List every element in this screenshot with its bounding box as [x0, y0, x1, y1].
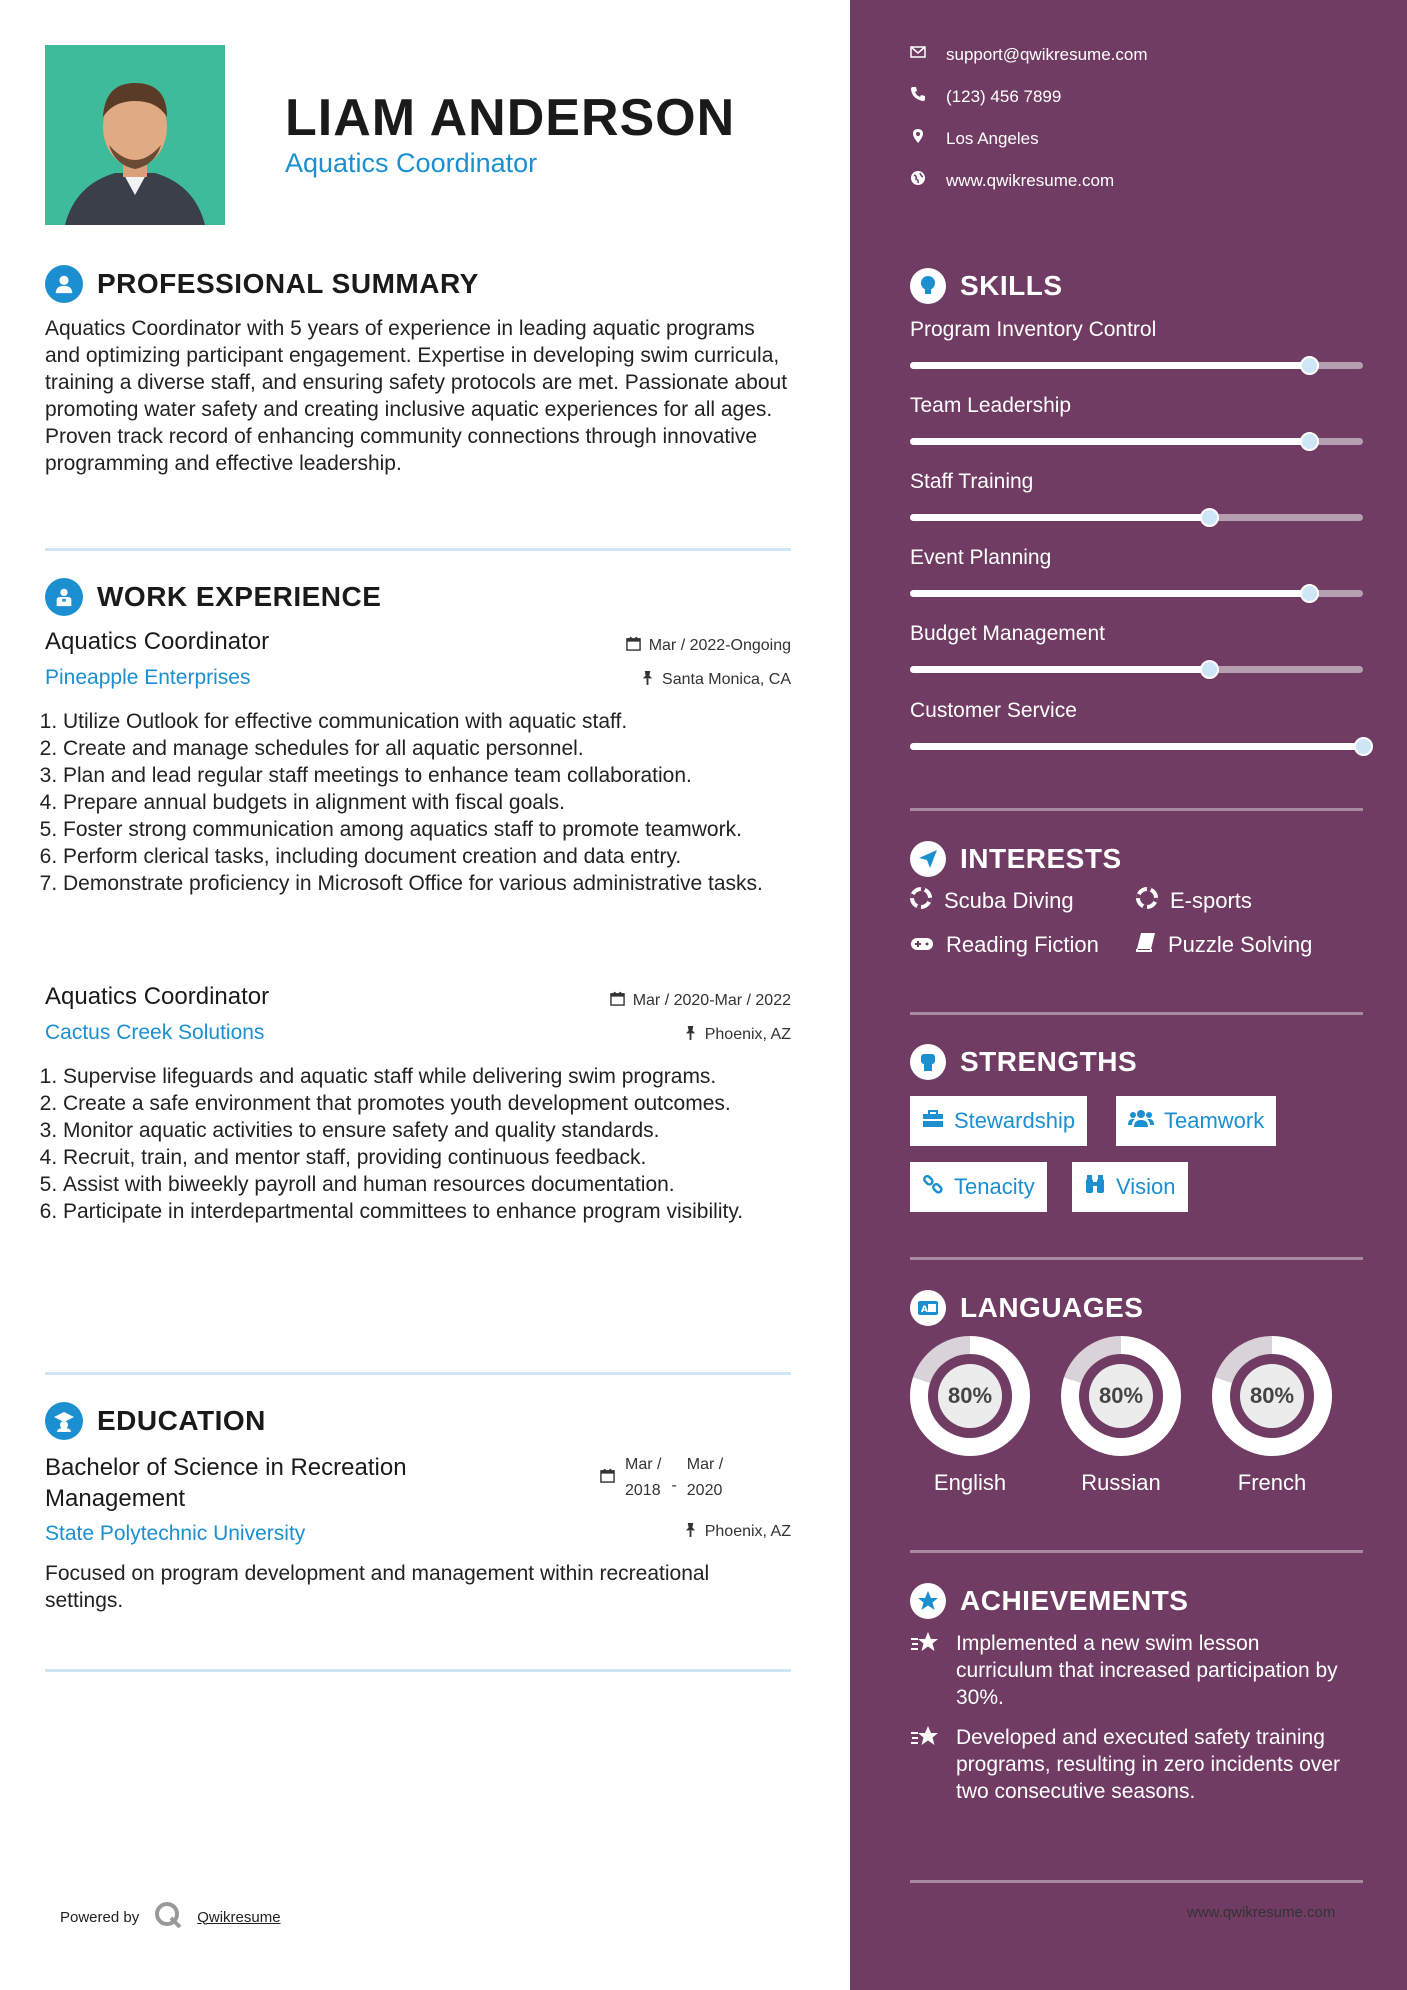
- language-ring: [1212, 1336, 1332, 1456]
- skill-item: [910, 699, 1363, 750]
- strength-badge: Stewardship: [910, 1096, 1087, 1146]
- user-icon: [45, 265, 83, 303]
- language-name: French: [1237, 1470, 1307, 1495]
- skill-item: [910, 622, 1363, 673]
- skill-bar-fill: [910, 362, 1309, 369]
- education-text: Focused on program development and management within recreational settings.: [45, 1562, 710, 1612]
- job-entry: [45, 983, 791, 1225]
- list-item: 5. Foster strong communication among aquatics staff to promote teamwork.: [63, 816, 791, 843]
- divider: [910, 1012, 1363, 1015]
- skill-bar: [910, 590, 1363, 597]
- job-company: Cactus Creek Solutions: [45, 1021, 265, 1044]
- skill-label: Program Inventory Control: [910, 318, 1157, 341]
- strengths-heading: STRENGTHS: [910, 1044, 1137, 1080]
- divider: [45, 548, 791, 551]
- skills-heading: SKILLS: [910, 268, 1063, 304]
- interest-item: Puzzle Solving: [1136, 932, 1312, 958]
- phone-icon: [910, 86, 926, 107]
- calendar-icon: [610, 991, 625, 1011]
- graduation-cap-icon: [45, 1402, 83, 1440]
- skill-item: [910, 318, 1363, 369]
- language-item: [1061, 1336, 1181, 1496]
- language-name: English: [933, 1470, 1007, 1495]
- list-item: 2. Create a safe environment that promotes youth development outcomes.: [63, 1090, 791, 1117]
- skill-bar-knob: [1300, 584, 1319, 603]
- job-entry: [45, 628, 791, 897]
- experience-heading: WORK EXPERIENCE: [45, 578, 381, 616]
- language-ring: [1061, 1336, 1181, 1456]
- language-name: Russian: [1081, 1470, 1161, 1495]
- list-item: 2. Create and manage schedules for all aquatic personnel.: [63, 735, 791, 762]
- skill-item: [910, 394, 1363, 445]
- divider: [910, 808, 1363, 811]
- skill-item: [910, 470, 1363, 521]
- users-icon: [1128, 1108, 1154, 1134]
- svg-text:A: A: [921, 1305, 928, 1315]
- link-icon: [922, 1173, 944, 1201]
- strength-badge: Vision: [1072, 1162, 1188, 1212]
- summary-heading: PROFESSIONAL SUMMARY: [45, 265, 479, 303]
- life-ring-icon: [910, 887, 932, 915]
- skill-bar: [910, 743, 1363, 750]
- achievements-heading: ACHIEVEMENTS: [910, 1583, 1188, 1619]
- contact-location: Los Angeles: [910, 128, 1039, 149]
- qwikresume-link[interactable]: Qwikresume: [197, 1908, 281, 1926]
- list-item: 4. Recruit, train, and mentor staff, providing continuous feedback.: [63, 1144, 791, 1171]
- divider: [910, 1880, 1363, 1883]
- pin-icon: [684, 1025, 697, 1045]
- location-icon: [910, 128, 926, 149]
- skill-label: Budget Management: [910, 622, 1105, 645]
- interest-item: Scuba Diving: [910, 887, 1074, 915]
- list-item: 3. Plan and lead regular staff meetings to enhance team collaboration.: [63, 762, 791, 789]
- shooting-star-icon: [910, 1630, 942, 1711]
- fist-icon: [910, 1044, 946, 1080]
- divider: [45, 1669, 791, 1672]
- skill-bar-knob: [1354, 737, 1373, 756]
- skill-bar-fill: [910, 438, 1309, 445]
- contact-website: www.qwikresume.com: [910, 170, 1114, 191]
- skill-label: Event Planning: [910, 546, 1052, 569]
- paper-plane-icon: [910, 841, 946, 877]
- list-item: 3. Monitor aquatic activities to ensure safety and quality standards.: [63, 1117, 791, 1144]
- skill-bar-fill: [910, 666, 1209, 673]
- skill-bar-knob: [1200, 660, 1219, 679]
- job-duties: [45, 708, 791, 897]
- language-item: [910, 1336, 1030, 1496]
- qwikresume-logo-icon: [153, 1900, 183, 1934]
- language-item: [1212, 1336, 1332, 1496]
- skill-bar: [910, 666, 1363, 673]
- calendar-icon: [600, 1468, 615, 1488]
- briefcase-user-icon: [45, 578, 83, 616]
- skill-bar-knob: [1200, 508, 1219, 527]
- divider: [910, 1257, 1363, 1260]
- star-badge-icon: [910, 1583, 946, 1619]
- skill-bar-knob: [1300, 356, 1319, 375]
- education-heading: EDUCATION: [45, 1402, 266, 1440]
- email-icon: [910, 44, 926, 65]
- list-item: 1. Supervise lifeguards and aquatic staff while delivering swim programs.: [63, 1063, 791, 1090]
- calendar-icon: [626, 636, 641, 656]
- language-percent: 80%: [1240, 1364, 1304, 1428]
- education-location: Phoenix, AZ: [684, 1522, 791, 1542]
- job-location: Phoenix, AZ: [684, 1025, 791, 1045]
- job-dates: Mar / 2022-Ongoing: [626, 636, 791, 656]
- job-location: Santa Monica, CA: [641, 670, 791, 690]
- list-item: 6. Perform clerical tasks, including document creation and data entry.: [63, 843, 791, 870]
- job-company: Pineapple Enterprises: [45, 666, 251, 689]
- gamepad-icon: [910, 932, 934, 958]
- divider: [910, 1550, 1363, 1553]
- candidate-name: LIAM ANDERSON: [285, 89, 736, 147]
- skill-label: Staff Training: [910, 470, 1034, 493]
- skill-item: [910, 546, 1363, 597]
- footer-powered: Powered by Qwikresume: [60, 1900, 281, 1934]
- life-ring-icon: [1136, 887, 1158, 915]
- skill-bar-fill: [910, 514, 1209, 521]
- book-icon: [1136, 932, 1156, 958]
- skill-bar: [910, 438, 1363, 445]
- achievement-item: Developed and executed safety training programs, resulting in zero incidents over two consecutive seasons.: [910, 1724, 1363, 1805]
- list-item: 7. Demonstrate proficiency in Microsoft Office for various administrative tasks.: [63, 870, 791, 897]
- skill-bar: [910, 514, 1363, 521]
- education-dates: Mar / 2018 - Mar / 2020: [600, 1452, 723, 1504]
- languages-heading: A LANGUAGES: [910, 1290, 1143, 1326]
- job-title: Aquatics Coordinator: [45, 628, 270, 655]
- list-item: 6. Participate in interdepartmental committees to enhance program visibility.: [63, 1198, 791, 1225]
- interest-item: E-sports: [1136, 887, 1252, 915]
- list-item: 1. Utilize Outlook for effective communication with aquatic staff.: [63, 708, 791, 735]
- list-item: 5. Assist with biweekly payroll and human resources documentation.: [63, 1171, 791, 1198]
- achievement-item: Implemented a new swim lesson curriculum that increased participation by 30%.: [910, 1630, 1363, 1711]
- education-entry: [45, 1452, 791, 1614]
- degree: Bachelor of Science in Recreation Management: [45, 1454, 407, 1512]
- language-ring: [910, 1336, 1030, 1456]
- job-dates: Mar / 2020-Mar / 2022: [610, 991, 791, 1011]
- pin-icon: [684, 1522, 697, 1542]
- binoculars-icon: [1084, 1173, 1106, 1201]
- skill-bar-knob: [1300, 432, 1319, 451]
- lightbulb-icon: [910, 268, 946, 304]
- strength-badge: Teamwork: [1116, 1096, 1276, 1146]
- briefcase-icon: [922, 1108, 944, 1134]
- globe-icon: [910, 170, 926, 191]
- list-item: 4. Prepare annual budgets in alignment with fiscal goals.: [63, 789, 791, 816]
- language-percent: 80%: [938, 1364, 1002, 1428]
- job-duties: [45, 1063, 791, 1225]
- divider: [45, 1372, 791, 1375]
- candidate-title: Aquatics Coordinator: [285, 148, 538, 178]
- profile-photo: [45, 45, 225, 225]
- contact-email: support@qwikresume.com: [910, 44, 1148, 65]
- strength-badge: Tenacity: [910, 1162, 1047, 1212]
- skill-bar-fill: [910, 590, 1309, 597]
- skill-label: Team Leadership: [910, 394, 1072, 417]
- pin-icon: [641, 670, 654, 690]
- skill-bar: [910, 362, 1363, 369]
- skill-bar-fill: [910, 743, 1363, 750]
- interest-item: Reading Fiction: [910, 932, 1099, 958]
- footer-site: www.qwikresume.com: [1187, 1904, 1336, 1921]
- skill-label: Customer Service: [910, 699, 1077, 722]
- school: State Polytechnic University: [45, 1522, 306, 1545]
- translate-icon: [910, 1290, 946, 1326]
- shooting-star-icon: [910, 1724, 942, 1805]
- contact-phone: (123) 456 7899: [910, 86, 1061, 107]
- interests-heading: INTERESTS: [910, 841, 1122, 877]
- language-percent: 80%: [1089, 1364, 1153, 1428]
- summary-text: Aquatics Coordinator with 5 years of experience in leading aquatic programs and optimizing participant engagement. Expertise in developing swim curricula, training a diverse staff, and ensuring safety protocols are met. Passionate about promoting water safety and creating inclusive aquatic experiences for all ages. Proven track record of enhancing community connections through innovative programming and effective leadership.: [45, 317, 788, 475]
- job-title: Aquatics Coordinator: [45, 983, 270, 1010]
